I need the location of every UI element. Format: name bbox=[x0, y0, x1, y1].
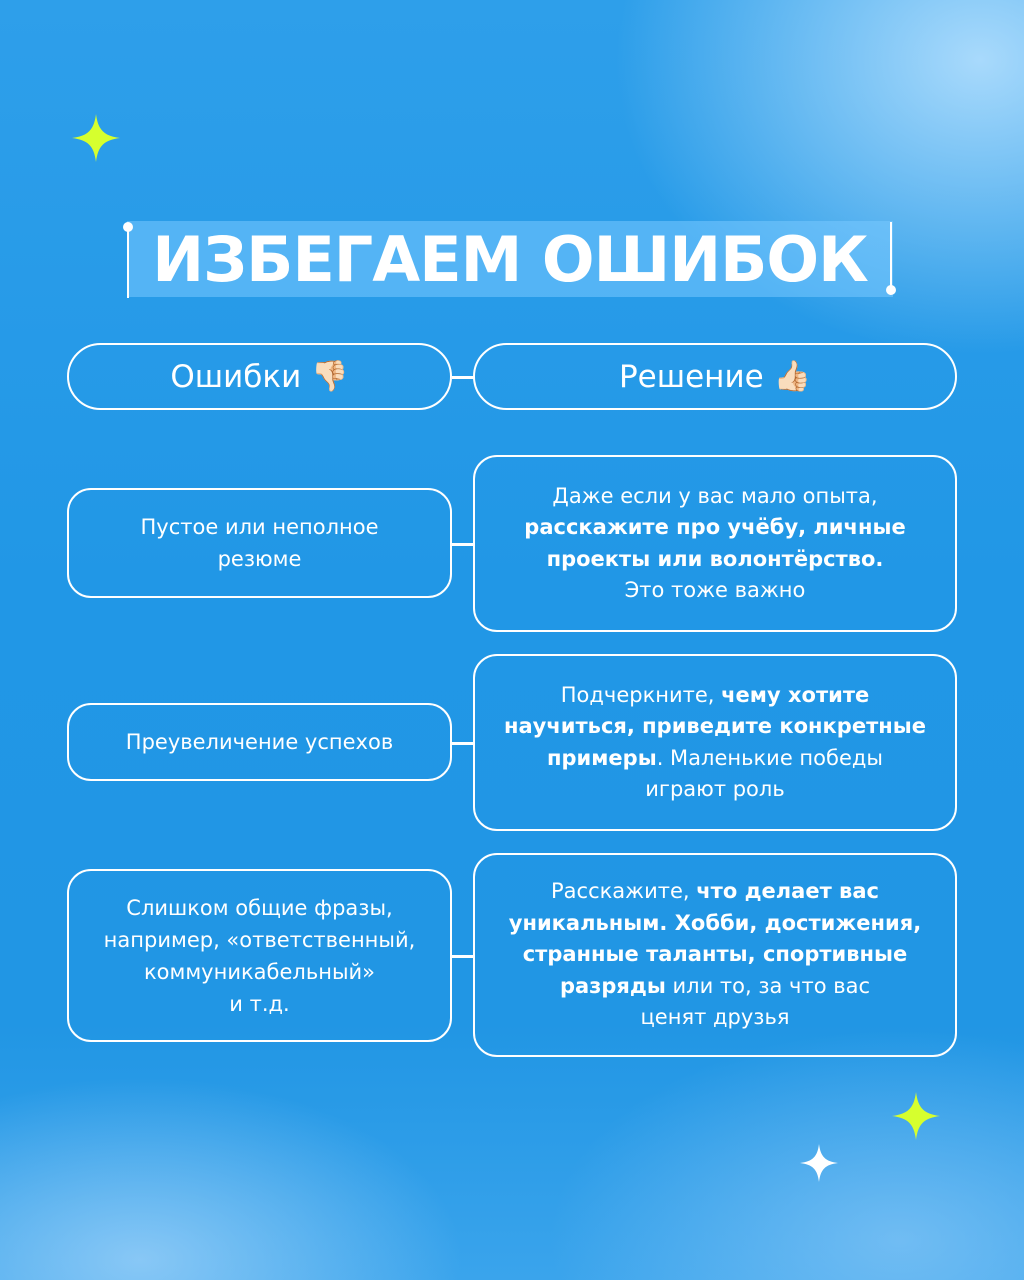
solution-line: уникальным. Хобби, достижения, bbox=[508, 910, 922, 935]
mistake-line: резюме bbox=[217, 547, 302, 571]
mistake-line: коммуникабельный» bbox=[143, 959, 376, 984]
sparkle-icon-top-left bbox=[72, 114, 120, 162]
solution-line: разряды или то, за что вас bbox=[559, 973, 871, 998]
thumbs-up-icon: 👍🏻 bbox=[773, 358, 812, 394]
solution-line: проекты или волонтёрство. bbox=[546, 546, 884, 571]
row-connector-1 bbox=[452, 543, 474, 546]
sparkle-icon-bottom-right bbox=[892, 1092, 940, 1140]
solution-header bbox=[473, 343, 957, 410]
thumbs-down-icon: 👎🏻 bbox=[311, 358, 349, 394]
solution-line: расскажите про учёбу, личные bbox=[524, 515, 906, 539]
solution-line: Подчеркните, чему хотите bbox=[560, 682, 870, 707]
solution-line: играют роль bbox=[645, 777, 785, 801]
title-cursor-left-dot bbox=[123, 222, 133, 232]
solution-card-2 bbox=[473, 654, 957, 831]
solution-card-1 bbox=[473, 455, 957, 632]
solution-line: Это тоже важно bbox=[624, 578, 806, 602]
solution-line: научиться, приведите конкретные bbox=[504, 714, 926, 738]
title-cursor-right-dot bbox=[886, 285, 896, 295]
solution-card-3 bbox=[473, 853, 957, 1057]
row-connector-2 bbox=[452, 742, 474, 745]
mistake-line: Слишком общие фразы, bbox=[126, 895, 393, 920]
mistakes-header bbox=[67, 343, 452, 410]
page-title bbox=[127, 221, 893, 297]
mistakes-header-label: Ошибки bbox=[170, 358, 302, 395]
sparkle-icon-white bbox=[800, 1144, 838, 1182]
header-connector bbox=[452, 376, 474, 379]
title-cursor-left bbox=[127, 230, 129, 298]
solution-line: Расскажите, что делает вас bbox=[551, 879, 879, 904]
solution-line: ценят друзья bbox=[640, 1005, 790, 1030]
mistake-card-2 bbox=[67, 703, 452, 781]
mistake-card-3 bbox=[67, 869, 452, 1042]
mistake-line: Преувеличение успехов bbox=[125, 730, 394, 754]
solution-line: странные таланты, спортивные bbox=[522, 942, 908, 967]
row-connector-3 bbox=[452, 955, 474, 958]
mistake-line: Пустое или неполное bbox=[140, 515, 379, 539]
solution-header-label: Решение bbox=[618, 358, 764, 395]
solution-line: Даже если у вас мало опыта, bbox=[552, 483, 878, 508]
mistake-line: и т.д. bbox=[229, 991, 290, 1016]
mistake-card-1 bbox=[67, 488, 452, 598]
title-text: ИЗБЕГАЕМ ОШИБОК bbox=[152, 222, 868, 296]
mistake-line: например, «ответственный, bbox=[103, 927, 416, 952]
title-cursor-right bbox=[890, 222, 892, 288]
solution-line: примеры. Маленькие победы bbox=[547, 745, 883, 770]
